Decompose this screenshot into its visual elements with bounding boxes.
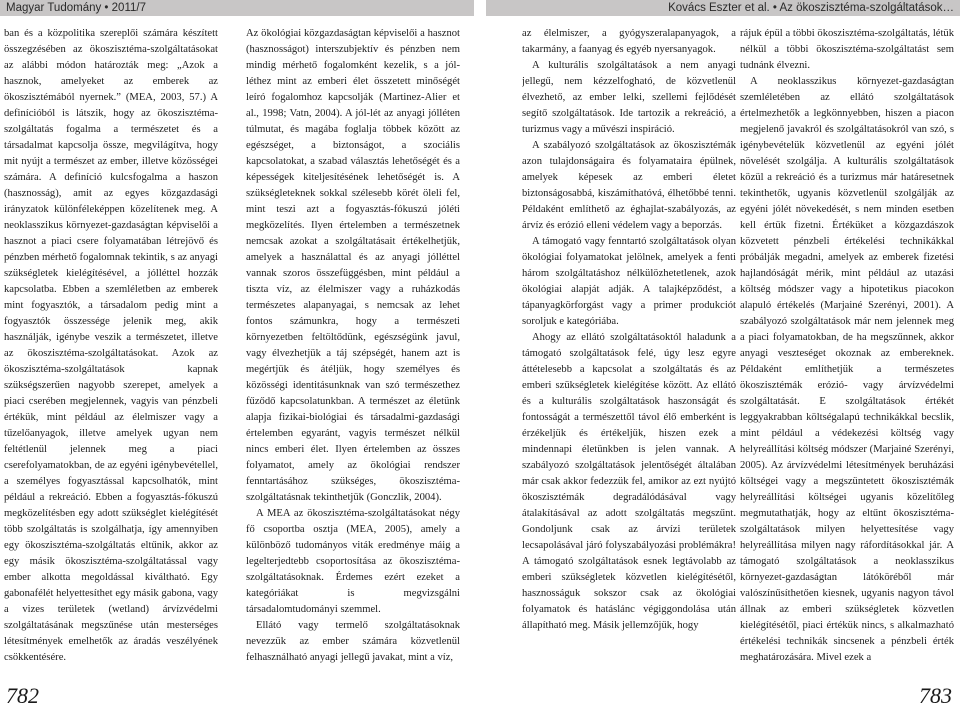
paragraph: Az ökológiai közgazdaságtan képviselői a hasznot (hasznosságot) interszubjektív és pénzben nem mindig mérhető fogalomként kezelik, s a jól-léthez mint az emberi élet összetett minőségét leíró fogalomhoz kapcsolják (Martinez-Alier et al., 1998; Vatn, 2004). A jól-lét az anyagi jólléten túlmutat, és magába foglalja többek között az egészséget, a biztonságot, a szociális kapcsolatokat, a szabad választás lehetőségét és a képességek kiteljesítésének lehetőségét is. A szükségleteknek sokkal szélesebb körét öleli fel, mint teszi azt a fogyasztás-fókuszú jóléti megközelítés. Ilyen értelemben a természetnek nemcsak azokat a szolgáltatásait értékelhetjük, amelyek a használattal és az anyagi jólléttel vannak szoros összefüggésben, mint például a tiszta víz, az élelmiszer vagy a ruházkodás természetes alapanyagai, s nemcsak az lehet fontos számunkra, hogy a természeti környezetben feltöltődünk, egészségünk javul, vagy élvezhetjük a táj szépségét, hanem azt is megértjük és átéljük, hogy személyes és közösségi identitásunknak van szó természethez fűződő kapcsolatunkban. A természet az életünk alapja fizikai-biológiai és társadalmi-gazdasági értelemben egyaránt, vagyis természet nélkül nincs emberi élet. Ilyen értelemben az összes folyamatot, amely az ökológiai rendszer fenntartásához szükséges, ökoszisztéma-szolgáltatásnak tekinthetjük (Gonczlik, 2004). (246, 28, 460, 503)
paragraph: A kulturális szolgáltatások a nem anyagi jellegű, nem kézzelfogható, de közvetlenül élvezhető, az ember lelki, szellemi fejlődését segítő szolgáltatások. Ide tartozik a rekreáció, a turizmus vagy a művészi inspiráció. (522, 60, 736, 135)
paragraph: A támogató vagy fenntartó szolgáltatások olyan ökológiai folyamatokat jelölnek, amelyek a fenti három szolgáltatáshoz nélkülözhetetlenek, azok ökológiai alapját adják. A talajképződést, a tápanyagkörforgást vagy a primer produkciót soroljuk e kategóriába. (522, 236, 736, 327)
paragraph: A szabályozó szolgáltatások az ökoszisztémák azon tulajdonságaira és folyamataira épülnek, amelyek képesek az emberi életet biztonságosabbá, kiszámíthatóvá, élhetőbbé tenni. Példaként említhető az éghajlat-szabályozás, az árvíz és erózió elleni védelem vagy a beporzás. (522, 140, 736, 231)
paragraph: A neoklasszikus környezet-gazdaságtan szemléletében az ellátó szolgáltatások értelmezhetők a legkönnyebben, hiszen a piacon megjelenő javakról és szolgáltatásokról van szó, s igénybevételük közvetlenül az egyéni jólét növelését szolgálja. A kulturális szolgáltatások közül a rekreáció és a turizmus már határesetnek tekinthetők, ugyanis közvetlenül szolgálják az egyéni jólét növekedését, s nem minden esetben kell értük fizetni. Értéküket a közgazdászok közvetett pénzbeli értékelési technikákkal próbálják megadni, amelyek az emberek fizetési hajlandóságát mérik, mint például az utazási költség módszer vagy a hipotetikus piacokon alapuló értékelés (Marjainé Szerényi, 2001). A szabályozó szolgáltatások már nem jelennek meg a piaci folyamatokban, de ha megszűnnek, akkor anyagi veszteséget okoznak az embereknek. Példaként említhetjük a természetes ökoszisztémák erózió- vagy árvízvédelmi szolgáltatását. E szolgáltatások értékét leggyakrabban költségalapú technikákkal becslik, mint például a védekezési költség vagy helyreállítási költség módszer (Marjainé Szerényi, 2005). Az árvízvédelmi létesítmények beruházási költségei vagy a megszüntetett ökoszisztémák helyreállítási költségei ugyanis közelítőleg megmutathatják, hogy az eltűnt ökoszisztéma-szolgáltatások milyen helyettesítése vagy helyreállítása milyen nagy ráfordításokkal jár. A támogató szolgáltatások a neoklasszikus környezet-gazdaságtan látóköréből már valószínűsíthetően kiesnek, ugyanis nagyon távol állnak az emberi szükségletek közvetlen kielégítésétől, piaci értékük nincs, s alkalmazható értékelési technikák sincsenek a pénzbeli érték meghatározására. Mivel ezek a (740, 76, 954, 663)
text-column-2 (246, 26, 460, 666)
paragraph: ban és a közpolitika szereplői számára készített összegzésében az ökoszisztéma-szolgáltatásokat az alábbi módon határozták meg: „Azok a hasznok, amelyeket az emberek az ökoszisztémából nyernek.” (MEA, 2003, 57.) A definícióból is látszik, hogy az ökoszisztéma-szolgáltatás fogalma a természetet és a társadalmat kapcsolja össze, megvilágítva, hogy mit nyújt a természet az ember, illetve közösségei számára. A definíció kulcsfogalma a haszon (hasznosság), amit az egyes közgazdasági irányzatok különféleképpen közelítenek meg. A neoklasszikus környezet-gazdaságtan képviselői a hasznot a piaci csere folyamatában létrejövő és pénzben mérhető fogalomnak tekintik, s az anyagi szükségletek kielégítésével, a jólléttel hozzák kapcsolatba. Ebben a szemléletben az emberek mint fogyasztók, a társadalom pedig mint a fogyasztók összessége jelenik meg, akik használják, igénybe veszik a természetet, illetve az ökoszisztéma-szolgáltatásokat. Azok az ökoszisztéma-szolgáltatások kapnak szükségszerűen nagyobb szerepet, amelyek a piaci cserében megjelennek, vagyis van pénzbeli értékük, mint például az élelmiszer vagy a tűzelőanyagok, illetve amelyek ugyan nem feltétlenül jelennek meg a piaci cserefolyamatokban, de az egyéni igénybevétellel, a személyes fogyasztással kapcsolhatók, mint például a rekreáció. Ebben a fogyasztás-fókuszú megközelítésben egy adott szükséglet kielégítését több szolgáltatás is szolgálhatja, így amennyiben egy ökoszisztéma-szolgáltatás eltűnik, akkor az egy másik ökoszisztéma-szolgáltatással vagy ember alkotta megoldással kiváltható. Egy gabonafélét helyettesíthet egy másik gabona, vagy a vizes területek (wetland) árvízvédelmi szolgáltatásának megszűnése után mesterséges létesítmények emelhetők az áradás veszélyének csökkentésére. (4, 28, 218, 663)
text-column-1 (4, 26, 218, 666)
running-header-right: Kovács Eszter et al. • Az ökoszisztéma-szolgáltatások… (668, 2, 954, 14)
text-column-4 (740, 26, 954, 666)
paragraph: Ahogy az ellátó szolgáltatásoktól haladunk a támogató szolgáltatások felé, úgy lesz egyre áttételesebb a kapcsolat a szolgáltatás és az emberi szükségletek kielégítése között. Az ellátó és a kulturális szolgáltatások haszonságát és fontosságát a természettől távol élő emberként is érzékeljük és értékeljük, hiszen ezek a mindennapi életünkben is jelen vannak. A szabályozó szolgáltatások jelentőségét általában már csak akkor fedezzük fel, amikor az ezt nyújtó ökoszisztémák degradálódásával vagy átalakításával az adott szolgáltatás megszűnt. Gondoljunk csak az árvízi területek lecsapolásával járó folyszabályozási problémákra! A támogató szolgáltatások esnek legtávolabb az emberi szükségletek közvetlen kielégítésétől, hasznosságuk sokszor csak az ökológiai folyamatok és hatáslánc végiggondolása után állapítható meg. Másik jellemzőjük, hogy (522, 332, 736, 631)
paragraph: rájuk épül a többi ökoszisztéma-szolgáltatás, létük nélkül a többi ökoszisztéma-szolgáltatást sem tudnánk élvezni. (740, 28, 954, 71)
running-header-left: Magyar Tudomány • 2011/7 (6, 2, 146, 14)
paragraph: az élelmiszer, a gyógyszeralapanyagok, a takarmány, a faanyag és egyéb nyersanyagok. (522, 28, 736, 55)
page-number-left: 782 (6, 683, 39, 708)
page-number-right: 783 (919, 683, 952, 708)
text-column-3 (522, 26, 736, 666)
paragraph: A MEA az ökoszisztéma-szolgáltatásokat négy fő csoportba osztja (MEA, 2005), amely a különböző tudományos viták eredménye máig a legelterjedtebb csoportosítása az ökoszisztéma-szolgáltatásoknak. Érdemes ezért ezeket a kategóriákat is megvizsgálni társadalomtudományi szemmel. (246, 508, 460, 615)
paragraph: Ellátó vagy termelő szolgáltatásoknak nevezzük az ember számára közvetlenül felhasználható anyagi jellegű javakat, mint a víz, (246, 620, 460, 663)
